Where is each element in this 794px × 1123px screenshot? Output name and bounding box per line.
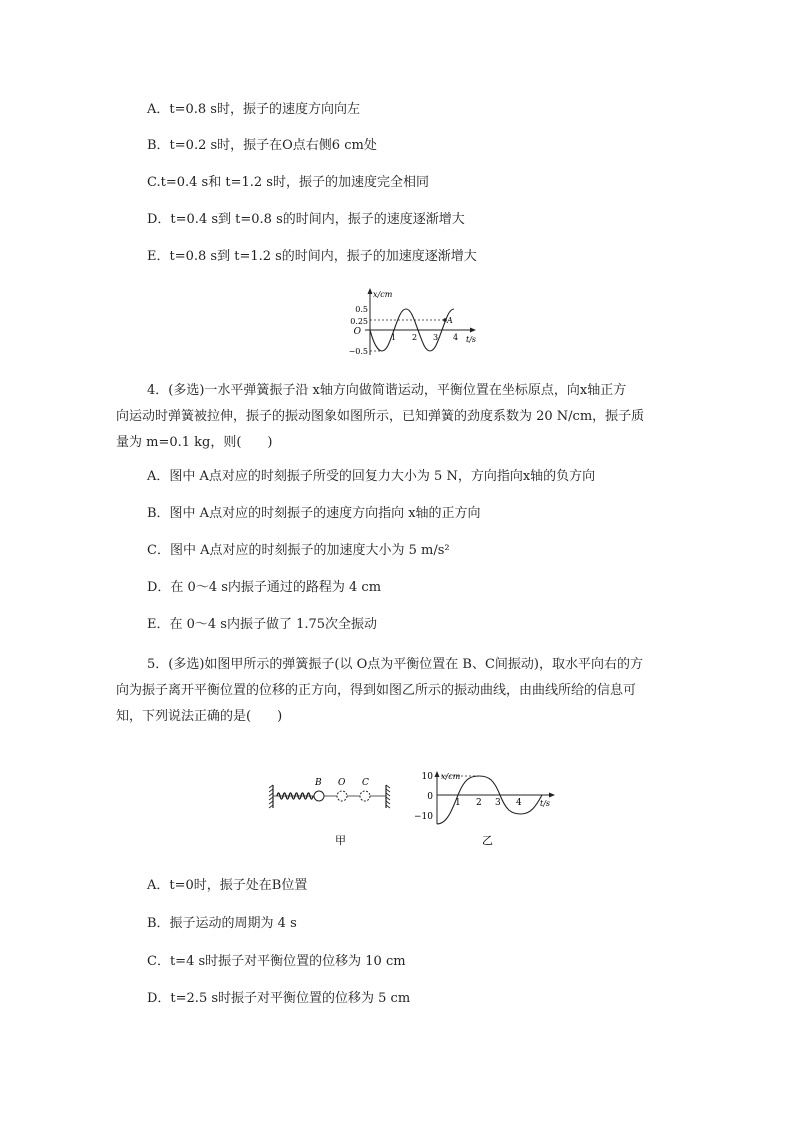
- y-axis-label: x/cm: [373, 290, 393, 299]
- q5-stem-line-2: 向为振子离开平衡位置的位移的正方向，得到如图乙所示的振动曲线，由曲线所给的信息可: [116, 683, 637, 698]
- q4-option-e: E．在 0～4 s内振子做了 1.75次全振动: [147, 617, 378, 632]
- ball-o: [337, 791, 347, 801]
- x-axis-label: t/s: [466, 335, 477, 344]
- q4-option-c: C．图中 A点对应的时刻振子的加速度大小为 5 m/s²: [147, 543, 450, 558]
- point-a-label: A: [447, 316, 453, 325]
- vibration-curve: [437, 776, 542, 824]
- y-tick-neg-10: −10: [414, 812, 433, 822]
- y-tick-0.25: 0.25: [350, 317, 368, 326]
- q4-option-a: A．图中 A点对应的时刻振子所受的回复力大小为 5 N，方向指向x轴的负方向: [147, 469, 596, 484]
- q4-option-b: B．图中 A点对应的时刻振子的速度方向指向 x轴的正方向: [147, 506, 481, 521]
- figure-caption-jia: 甲: [335, 834, 346, 847]
- q3-option-c: C.t=0.4 s和 t=1.2 s时，振子的加速度完全相同: [147, 175, 429, 190]
- q4-stem-line-3: 量为 m=0.1 kg，则( ): [116, 435, 273, 450]
- q3-vibration-graph: [335, 285, 485, 365]
- right-wall-hatch: [386, 785, 390, 808]
- x-tick-4: 4: [516, 798, 522, 808]
- q3-option-d: D．t=0.4 s到 t=0.8 s的时间内，振子的速度逐渐增大: [147, 212, 465, 227]
- q5-stem: [116, 652, 657, 730]
- q3-option-b: B．t=0.2 s时，振子在O点右侧6 cm处: [147, 138, 377, 153]
- y-tick-0: 0: [427, 792, 433, 802]
- q4-stem: [116, 378, 657, 456]
- x-tick-1: 1: [455, 798, 461, 808]
- label-c: C: [362, 778, 369, 788]
- q5-option-c: C．t=4 s时振子对平衡位置的位移为 10 cm: [147, 954, 406, 969]
- y-tick-neg-0.5: −0.5: [348, 347, 368, 356]
- q3-option-e: E．t=0.8 s到 t=1.2 s的时间内，振子的加速度逐渐增大: [147, 249, 477, 264]
- x-axis-label: t/s: [540, 799, 551, 808]
- q4-option-d: D．在 0～4 s内振子通过的路程为 4 cm: [147, 580, 382, 595]
- x-axis-arrow: [549, 793, 555, 798]
- q3-option-a: A．t=0.8 s时，振子的速度方向向左: [147, 102, 360, 117]
- x-axis-arrow: [470, 328, 476, 333]
- left-wall-hatch: [269, 785, 273, 808]
- y-tick-10: 10: [421, 772, 433, 782]
- figure-caption-yi: 乙: [482, 834, 493, 847]
- q4-stem-line-2: 向运动时弹簧被拉伸，振子的振动图象如图所示，已知弹簧的劲度系数为 20 N/cm，振子质: [116, 409, 645, 424]
- ball-c: [360, 791, 370, 801]
- q5-option-d: D．t=2.5 s时振子对平衡位置的位移为 5 cm: [147, 991, 411, 1006]
- q5-stem-line-1: 5．(多选)如图甲所示的弹簧振子(以 O点为平衡位置在 B、C间振动)，取水平向右的方: [147, 657, 643, 672]
- q5-option-b: B．振子运动的周期为 4 s: [147, 916, 297, 931]
- x-tick-3: 3: [433, 333, 439, 342]
- x-tick-2: 2: [476, 798, 482, 808]
- x-tick-1: 1: [391, 333, 397, 342]
- y-tick-0.5: 0.5: [355, 305, 368, 314]
- y-axis-label: x/cm: [441, 772, 461, 781]
- label-o: O: [338, 778, 346, 788]
- q5-stem-line-3: 知，下列说法正确的是( ): [116, 709, 283, 724]
- x-tick-4: 4: [453, 333, 459, 342]
- q4-stem-line-1: 4．(多选)一水平弹簧振子沿 x轴方向做简谐运动，平衡位置在坐标原点，向x轴正方: [147, 383, 627, 398]
- y-axis-arrow: [368, 288, 373, 294]
- label-b: B: [315, 778, 322, 788]
- x-tick-3: 3: [495, 798, 501, 808]
- x-tick-2: 2: [412, 333, 418, 342]
- q5-option-a: A．t=0时，振子处在B位置: [147, 878, 308, 893]
- ball-b: [314, 791, 324, 801]
- origin-label: O: [353, 327, 361, 337]
- q5-vibration-curve-figure: [412, 768, 562, 848]
- q5-spring-oscillator-figure: [265, 770, 395, 850]
- spring: [277, 793, 313, 799]
